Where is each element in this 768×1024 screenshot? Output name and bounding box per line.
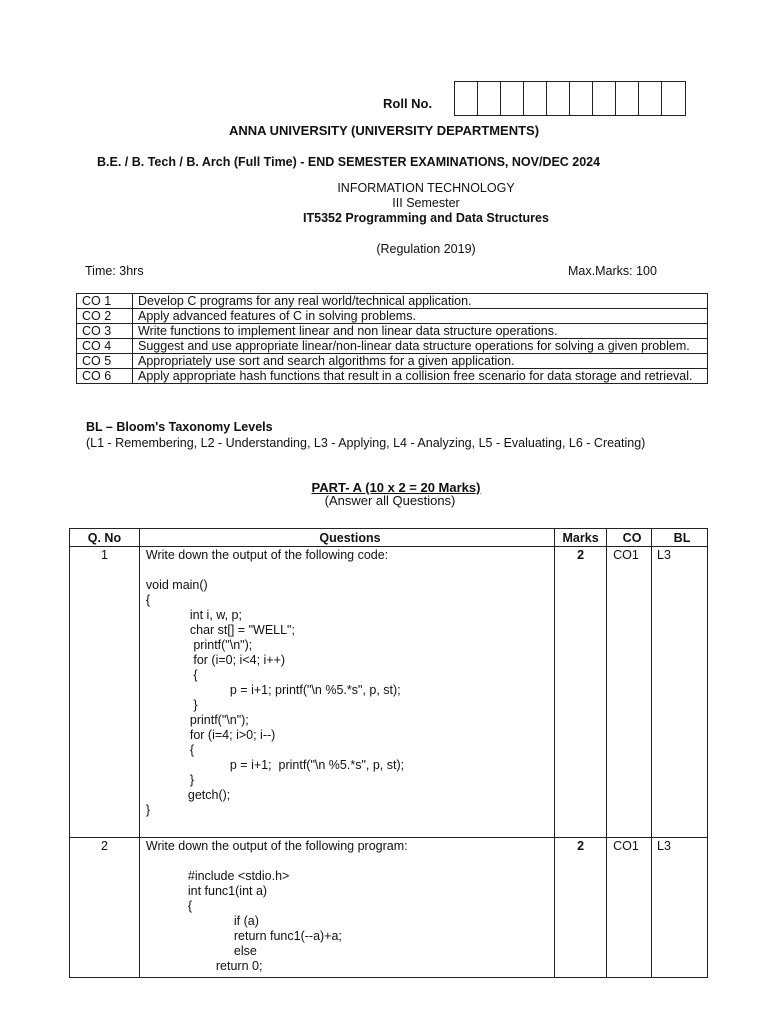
code-line: return func1(--a)+a;	[233, 929, 342, 943]
blooms-taxonomy-title: BL – Bloom's Taxonomy Levels	[86, 420, 273, 434]
question-row	[70, 547, 708, 838]
roll-digit-box	[478, 82, 501, 115]
question-row	[70, 838, 708, 978]
roll-digit-box	[524, 82, 547, 115]
part-a-instruction: (Answer all Questions)	[324, 493, 456, 508]
question-text	[139, 838, 554, 978]
exam-title: B.E. / B. Tech / B. Arch (Full Time) - END SEMESTER EXAMINATIONS, NOV/DEC 2024	[97, 155, 601, 169]
co-code: CO 6	[77, 369, 133, 384]
code-line: getch();	[187, 788, 231, 802]
code-line: void main()	[145, 578, 208, 592]
roll-number-boxes	[454, 81, 686, 116]
co-row	[77, 309, 708, 324]
roll-digit-box	[593, 82, 616, 115]
exam-duration: Time: 3hrs	[85, 264, 144, 278]
questions-header-row	[70, 529, 708, 547]
column-header-marks: Marks	[555, 529, 607, 547]
roll-digit-box	[616, 82, 639, 115]
question-co: CO1	[607, 547, 652, 838]
roll-digit-box	[662, 82, 685, 115]
question-bl: L3	[652, 547, 708, 838]
code-line: printf("\n");	[189, 713, 249, 727]
question-number: 2	[70, 838, 140, 978]
code-line: if (a)	[233, 914, 259, 928]
code-line: {	[189, 668, 198, 682]
roll-digit-box	[547, 82, 570, 115]
question-co: CO1	[607, 838, 652, 978]
code-line: {	[145, 593, 151, 607]
co-row	[77, 324, 708, 339]
question-marks: 2	[555, 547, 607, 838]
co-text: Apply advanced features of C in solving problems.	[133, 309, 708, 324]
co-row	[77, 339, 708, 354]
question-text	[139, 547, 554, 838]
column-header-questions: Questions	[139, 529, 554, 547]
roll-digit-box	[639, 82, 662, 115]
code-line: p = i+1; printf("\n %5.*s", p, st);	[229, 758, 405, 772]
code-line: else	[233, 944, 257, 958]
course-title: IT5352 Programming and Data Structures	[303, 211, 549, 225]
co-code: CO 1	[77, 294, 133, 309]
co-row	[77, 369, 708, 384]
co-text: Suggest and use appropriate linear/non-linear data structure operations for solving a given problem.	[133, 339, 708, 354]
semester: III Semester	[392, 196, 460, 210]
column-header-co: CO	[607, 529, 652, 547]
code-line: int i, w, p;	[189, 608, 242, 622]
regulation: (Regulation 2019)	[376, 242, 476, 256]
co-text: Write functions to implement linear and non linear data structure operations.	[133, 324, 708, 339]
code-line: }	[189, 773, 195, 787]
code-line: for (i=4; i>0; i--)	[189, 728, 276, 742]
code-line: #include <stdio.h>	[187, 869, 290, 883]
code-line: }	[145, 803, 151, 817]
co-code: CO 2	[77, 309, 133, 324]
co-row	[77, 354, 708, 369]
code-line: return 0;	[215, 959, 263, 973]
roll-number-label: Roll No.	[383, 96, 433, 111]
co-row	[77, 294, 708, 309]
course-outcomes-table	[76, 293, 708, 384]
column-header-bl: BL	[652, 529, 708, 547]
roll-digit-box	[570, 82, 593, 115]
university-title: ANNA UNIVERSITY (UNIVERSITY DEPARTMENTS)	[228, 123, 540, 138]
roll-digit-box	[501, 82, 524, 115]
question-prompt: Write down the output of the following program:	[145, 839, 408, 853]
code-line: {	[189, 743, 195, 757]
questions-table	[69, 528, 708, 978]
code-line: }	[189, 698, 198, 712]
co-code: CO 4	[77, 339, 133, 354]
roll-digit-box	[455, 82, 478, 115]
co-code: CO 5	[77, 354, 133, 369]
code-line: int func1(int a)	[187, 884, 268, 898]
column-header-qno: Q. No	[70, 529, 140, 547]
question-marks: 2	[555, 838, 607, 978]
code-line: {	[187, 899, 193, 913]
code-line: char st[] = "WELL";	[189, 623, 295, 637]
co-text: Apply appropriate hash functions that result in a collision free scenario for data storage and retrieval.	[133, 369, 708, 384]
department: INFORMATION TECHNOLOGY	[337, 181, 515, 195]
co-text: Appropriately use sort and search algorithms for a given application.	[133, 354, 708, 369]
code-line: for (i=0; i<4; i++)	[189, 653, 286, 667]
part-a-title: PART- A (10 x 2 = 20 Marks)	[311, 480, 481, 495]
code-line: p = i+1; printf("\n %5.*s", p, st);	[229, 683, 401, 697]
question-prompt: Write down the output of the following code:	[145, 548, 389, 562]
max-marks: Max.Marks: 100	[568, 264, 657, 278]
co-text: Develop C programs for any real world/technical application.	[133, 294, 708, 309]
question-number: 1	[70, 547, 140, 838]
question-bl: L3	[652, 838, 708, 978]
co-code: CO 3	[77, 324, 133, 339]
blooms-taxonomy-levels: (L1 - Remembering, L2 - Understanding, L3 - Applying, L4 - Analyzing, L5 - Evaluating, L6 - Creating)	[86, 436, 646, 450]
code-line: printf("\n");	[189, 638, 253, 652]
